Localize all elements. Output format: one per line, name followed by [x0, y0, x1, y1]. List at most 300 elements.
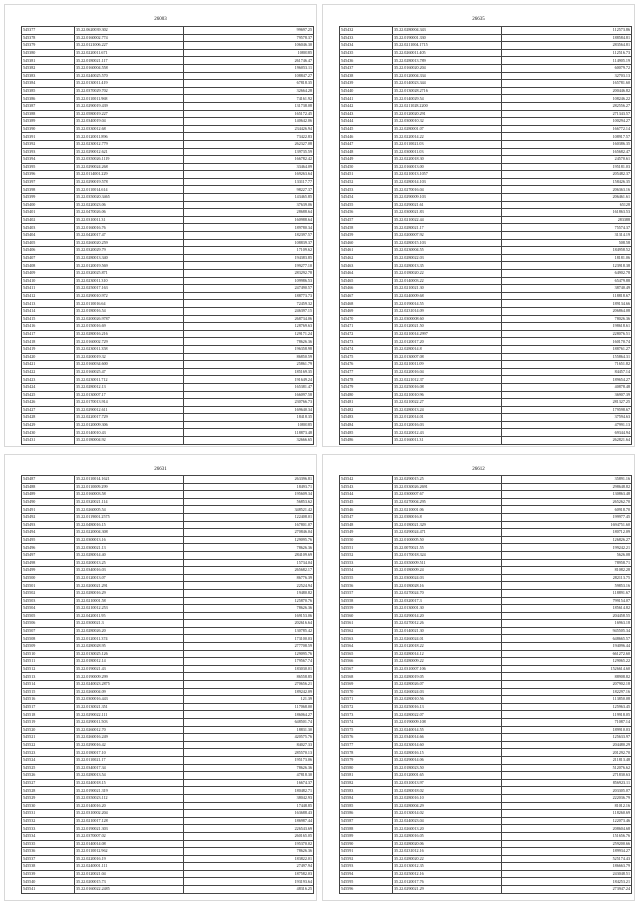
table-row: [22, 544, 314, 552]
cadastral-number-cell: 35.22.0150016.69: [75, 323, 184, 331]
table-row: [340, 254, 632, 262]
record-id-cell: 545577: [340, 741, 393, 749]
amount-cell: 123918.38: [502, 262, 632, 270]
amount-cell: 246397.15: [184, 307, 314, 315]
amount-cell: 348521.42: [184, 506, 314, 514]
cadastral-number-cell: 35.22.0210014.2997: [393, 330, 502, 338]
amount-cell: 180712.09: [502, 529, 632, 537]
cadastral-number-cell: 35.22.0210022.27: [393, 399, 502, 407]
cadastral-number-cell: 35.22.0340017.34: [75, 764, 184, 772]
table-row: [22, 696, 314, 704]
table-row: [340, 178, 632, 186]
cadastral-number-cell: 35.22.0120009.306: [75, 421, 184, 429]
cadastral-number-cell: 35.22.0340019.04: [75, 118, 184, 126]
table-row: [340, 582, 632, 590]
amount-cell: 166772.14: [502, 125, 632, 133]
cadastral-number-cell: 35.22.0130001.30: [393, 605, 502, 613]
table-row: [22, 262, 314, 270]
amount-cell: 228076.51: [502, 330, 632, 338]
amount-cell: 17448.85: [184, 802, 314, 810]
table-row: [340, 307, 632, 315]
cadastral-number-cell: 35.22.0320025.871: [75, 270, 184, 278]
table-row: [22, 383, 314, 391]
record-id-cell: 545546: [340, 506, 393, 514]
table-row: [340, 216, 632, 224]
record-id-cell: 545395: [22, 163, 75, 171]
amount-cell: 265262.70: [502, 498, 632, 506]
amount-cell: 78626.36: [184, 848, 314, 856]
amount-cell: 122073.46: [502, 817, 632, 825]
amount-cell: 179567.74: [184, 658, 314, 666]
table-row: [340, 194, 632, 202]
cadastral-number-cell: 35.22.0280019.05: [393, 673, 502, 681]
record-id-cell: 545443: [340, 110, 393, 118]
cadastral-number-cell: 35.22.0210010.96: [393, 391, 502, 399]
table-row: [22, 605, 314, 613]
amount-cell: 508.58: [502, 239, 632, 247]
record-id-cell: 545409: [22, 270, 75, 278]
cadastral-number-cell: 35.22.0290014.20: [393, 612, 502, 620]
table-row: [22, 95, 314, 103]
table-row: [22, 476, 314, 484]
cadastral-number-cell: 35.22.0260005.54: [75, 506, 184, 514]
amount-cell: 109986.53: [184, 277, 314, 285]
table-row: [22, 491, 314, 499]
cadastral-number-cell: 35.22.0220014.22: [393, 133, 502, 141]
record-id-cell: 545587: [340, 817, 393, 825]
table-row: [340, 118, 632, 126]
cadastral-number-cell: 35.22.0220023.06: [75, 201, 184, 209]
table-row: [22, 300, 314, 308]
amount-cell: 64902.78: [502, 270, 632, 278]
table-row: [22, 483, 314, 491]
record-id-cell: 545482: [340, 406, 393, 414]
cadastral-number-cell: 35.22.0190021.43: [75, 665, 184, 673]
record-id-cell: 545438: [340, 72, 393, 80]
cadastral-number-cell: 35.22.0250017.163: [75, 285, 184, 293]
amount-cell: 15734.04: [184, 559, 314, 567]
table-row: [22, 338, 314, 346]
table-row: [22, 232, 314, 240]
record-id-cell: 545500: [22, 574, 75, 582]
record-id-cell: 545522: [22, 741, 75, 749]
cadastral-number-cell: 35.22.0250016.08: [393, 383, 502, 391]
cadastral-number-cell: 35.22.0200015.73: [75, 878, 184, 886]
table-row: [340, 711, 632, 719]
cadastral-number-cell: 35.22.0160022.2485: [75, 886, 184, 894]
table-row: [340, 529, 632, 537]
record-id-cell: 545513: [22, 673, 75, 681]
cadastral-number-cell: 35.22.0230014.60: [393, 741, 502, 749]
cadastral-number-cell: 35.22.0290014.06: [393, 756, 502, 764]
table-row: [22, 118, 314, 126]
cadastral-number-cell: 35.22.0180016.54: [75, 307, 184, 315]
table-row: [22, 719, 314, 727]
cadastral-number-cell: 35.22.0290011.503: [75, 719, 184, 727]
record-id-cell: 545560: [340, 612, 393, 620]
data-table: [339, 475, 632, 894]
table-row: [340, 688, 632, 696]
table-row: [22, 521, 314, 529]
cadastral-number-cell: 35.22.0260020.259: [75, 239, 184, 247]
cadastral-number-cell: 35.22.0160011.31: [393, 437, 502, 445]
table-row: [22, 749, 314, 757]
amount-cell: 945505.34: [502, 627, 632, 635]
cadastral-number-cell: 35.22.0280004.29: [393, 802, 502, 810]
cadastral-number-cell: 35.22.0160004.558: [75, 64, 184, 72]
record-id-cell: 545569: [340, 681, 393, 689]
record-id-cell: 545388: [22, 110, 75, 118]
table-row: [340, 756, 632, 764]
table-row: [340, 49, 632, 57]
cadastral-number-cell: 35.22.0280014.103: [393, 178, 502, 186]
amount-cell: 161863.53: [502, 209, 632, 217]
record-id-cell: 545459: [340, 232, 393, 240]
amount-cell: 129095.76: [184, 536, 314, 544]
cadastral-number-cell: 35.22.0140010.43: [75, 429, 184, 437]
record-id-cell: 545538: [22, 863, 75, 871]
amount-cell: 98227.37: [184, 186, 314, 194]
record-id-cell: 545455: [340, 201, 393, 209]
amount-cell: 131738.08: [184, 102, 314, 110]
record-id-cell: 545551: [340, 544, 393, 552]
table-row: [22, 368, 314, 376]
table-row: [22, 391, 314, 399]
record-id-cell: 545487: [22, 476, 75, 484]
table-row: [22, 559, 314, 567]
cadastral-number-cell: 35.22.0300008.60: [393, 315, 502, 323]
amount-cell: 81082.28: [502, 567, 632, 575]
cadastral-number-cell: 35.22.0200019.32: [75, 353, 184, 361]
cadastral-number-cell: 35.22.0200013.25: [75, 559, 184, 567]
table-row: [340, 102, 632, 110]
cadastral-number-cell: 35.22.0280020.22: [393, 855, 502, 863]
cadastral-number-cell: 35.22.0240018.15: [75, 779, 184, 787]
amount-cell: 204458.55: [502, 612, 632, 620]
cadastral-number-cell: 35.22.0330012.68: [75, 125, 184, 133]
amount-cell: 179598.67: [502, 406, 632, 414]
cadastral-number-cell: 35.22.0220018.30: [393, 156, 502, 164]
record-id-cell: 545465: [340, 277, 393, 285]
cadastral-number-cell: 35.22.0340014.66: [393, 734, 502, 742]
table-row: [340, 787, 632, 795]
amount-cell: 129095.76: [184, 650, 314, 658]
cadastral-number-cell: 35.22.0350026.1119: [75, 156, 184, 164]
record-id-cell: 545420: [22, 353, 75, 361]
record-id-cell: 545578: [340, 749, 393, 757]
amount-cell: 188584.81: [502, 34, 632, 42]
table-row: [340, 338, 632, 346]
cadastral-number-cell: 35.22.0280013.340: [75, 254, 184, 262]
amount-cell: 165172.45: [184, 110, 314, 118]
record-id-cell: 545596: [340, 886, 393, 894]
table-row: [340, 209, 632, 217]
record-id-cell: 545410: [22, 277, 75, 285]
record-id-cell: 545448: [340, 148, 393, 156]
record-id-cell: 545591: [340, 848, 393, 856]
cadastral-number-cell: 35.22.0220016.04: [393, 368, 502, 376]
record-id-cell: 545414: [22, 307, 75, 315]
table-row: [340, 156, 632, 164]
record-id-cell: 545442: [340, 102, 393, 110]
amount-cell: 187582.03: [184, 870, 314, 878]
table-row: [22, 72, 314, 80]
amount-cell: 86850.59: [184, 353, 314, 361]
amount-cell: 79578.37: [184, 34, 314, 42]
amount-cell: 86558.85: [184, 673, 314, 681]
page-title: 26631: [154, 467, 167, 472]
cadastral-number-cell: 35.22.0180020.22: [393, 270, 502, 278]
amount-cell: 108847.27: [184, 72, 314, 80]
amount-cell: 173100.03: [184, 635, 314, 643]
amount-cell: 160170.74: [502, 338, 632, 346]
record-id-cell: 545533: [22, 825, 75, 833]
cadastral-number-cell: 35.22.0280026.07: [393, 681, 502, 689]
amount-cell: 118818.67: [502, 292, 632, 300]
record-id-cell: 545441: [340, 95, 393, 103]
table-row: [22, 42, 314, 50]
amount-cell: 72459.32: [184, 300, 314, 308]
cadastral-number-cell: 35.22.0310007.106: [393, 665, 502, 673]
cadastral-number-cell: 35.22.0211028.2200: [393, 102, 502, 110]
amount-cell: 125633.97: [502, 734, 632, 742]
amount-cell: 160988.64: [184, 216, 314, 224]
table-row: [22, 681, 314, 689]
table-row: [340, 810, 632, 818]
amount-cell: 283292.78: [184, 270, 314, 278]
table-row: [22, 513, 314, 521]
table-row: [340, 779, 632, 787]
amount-cell: 198618.61: [502, 323, 632, 331]
record-id-cell: 545461: [340, 247, 393, 255]
cadastral-number-cell: 35.22.0160020.204: [393, 64, 502, 72]
amount-cell: 194383.85: [184, 254, 314, 262]
record-id-cell: 545526: [22, 772, 75, 780]
cadastral-number-cell: 35.22.0210017.128: [75, 817, 184, 825]
cadastral-number-cell: 35.22.0300016.443: [75, 696, 184, 704]
amount-cell: 140642.06: [184, 118, 314, 126]
table-row: [22, 810, 314, 818]
cadastral-number-cell: 35.22.0470026.06: [75, 209, 184, 217]
amount-cell: 16963.18: [502, 620, 632, 628]
record-id-cell: 545490: [22, 498, 75, 506]
table-row: [22, 57, 314, 65]
cadastral-number-cell: 35.22.0300021.83: [393, 209, 502, 217]
document-page: [322, 4, 635, 447]
cadastral-number-cell: 35.22.0290009.103: [393, 194, 502, 202]
table-row: [22, 665, 314, 673]
record-id-cell: 545385: [22, 87, 75, 95]
record-id-cell: 545449: [340, 156, 393, 164]
record-id-cell: 545543: [340, 483, 393, 491]
cadastral-number-cell: 35.22.0280022.07: [393, 711, 502, 719]
amount-cell: 243048.51: [502, 870, 632, 878]
table-row: [340, 72, 632, 80]
amount-cell: 265682.17: [184, 567, 314, 575]
record-id-cell: 545568: [340, 673, 393, 681]
record-id-cell: 545529: [22, 794, 75, 802]
amount-cell: 166097.58: [184, 391, 314, 399]
cadastral-number-cell: 35.22.0280014.8: [393, 345, 502, 353]
amount-cell: 28688.64: [184, 209, 314, 217]
record-id-cell: 545488: [22, 483, 75, 491]
record-id-cell: 545489: [22, 491, 75, 499]
table-row: [22, 506, 314, 514]
amount-cell: 37594.63: [502, 414, 632, 422]
amount-cell: 78626.36: [184, 605, 314, 613]
table-row: [340, 247, 632, 255]
record-id-cell: 545567: [340, 665, 393, 673]
table-row: [340, 87, 632, 95]
record-id-cell: 545474: [340, 345, 393, 353]
table-row: [22, 574, 314, 582]
table-row: [22, 315, 314, 323]
cadastral-number-cell: 35.22.0290016.42: [75, 741, 184, 749]
cadastral-number-cell: 35.22.0290021.29: [393, 886, 502, 894]
cadastral-number-cell: 35.22.0280020.06: [393, 840, 502, 848]
amount-cell: 118873.48: [184, 429, 314, 437]
amount-cell: 285570.13: [184, 749, 314, 757]
record-id-cell: 545594: [340, 870, 393, 878]
table-row: [22, 658, 314, 666]
record-id-cell: 545437: [340, 64, 393, 72]
amount-cell: 270656.21: [184, 681, 314, 689]
record-id-cell: 545491: [22, 506, 75, 514]
amount-cell: 185614.82: [502, 605, 632, 613]
amount-cell: 38042.93: [184, 794, 314, 802]
table-row: [340, 863, 632, 871]
table-row: [22, 330, 314, 338]
cadastral-number-cell: 35.22.0180021.329: [393, 521, 502, 529]
amount-cell: 125870.76: [184, 597, 314, 605]
record-id-cell: 545553: [340, 559, 393, 567]
cadastral-number-cell: 35.22.0130012.35: [393, 863, 502, 871]
record-id-cell: 545566: [340, 658, 393, 666]
table-row: [340, 726, 632, 734]
cadastral-number-cell: 35.22.0280009.22: [393, 658, 502, 666]
table-row: [340, 696, 632, 704]
amount-cell: 184958.52: [502, 247, 632, 255]
table-row: [340, 80, 632, 88]
record-id-cell: 545583: [340, 787, 393, 795]
table-row: [22, 620, 314, 628]
record-id-cell: 545477: [340, 368, 393, 376]
table-row: [340, 825, 632, 833]
record-id-cell: 545451: [340, 171, 393, 179]
amount-cell: 112573.86: [502, 27, 632, 35]
cadastral-number-cell: 35.22.0120019.569: [75, 262, 184, 270]
cadastral-number-cell: 35.22.0280022.03: [393, 254, 502, 262]
record-id-cell: 545537: [22, 855, 75, 863]
table-row: [340, 292, 632, 300]
cadastral-number-cell: 35.22.0070021.55: [393, 544, 502, 552]
amount-cell: 270846.04: [184, 529, 314, 537]
cadastral-number-cell: 35.22.0270024.70: [393, 589, 502, 597]
cadastral-number-cell: 35.22.0380016.8: [393, 513, 502, 521]
record-id-cell: 545565: [340, 650, 393, 658]
record-id-cell: 545457: [340, 216, 393, 224]
table-row: [340, 376, 632, 384]
amount-cell: 195609.34: [184, 491, 314, 499]
amount-cell: 130863.48: [502, 491, 632, 499]
table-row: [340, 361, 632, 369]
record-id-cell: 545435: [340, 49, 393, 57]
record-id-cell: 545554: [340, 567, 393, 575]
record-id-cell: 545544: [340, 491, 393, 499]
record-id-cell: 545387: [22, 102, 75, 110]
cadastral-number-cell: 35.22.0170013.914: [75, 399, 184, 407]
table-row: [22, 194, 314, 202]
record-id-cell: 545547: [340, 513, 393, 521]
record-id-cell: 545390: [22, 125, 75, 133]
cadastral-number-cell: 35.22.0120020.291: [393, 110, 502, 118]
cadastral-number-cell: 35.22.0280015.103: [393, 239, 502, 247]
cadastral-number-cell: 35.22.0160016.76: [75, 224, 184, 232]
amount-cell: 183030.01: [184, 665, 314, 673]
amount-cell: 81012.16: [502, 802, 632, 810]
amount-cell: 230766.73: [184, 399, 314, 407]
record-id-cell: 545424: [22, 383, 75, 391]
table-row: [340, 429, 632, 437]
record-id-cell: 545471: [340, 323, 393, 331]
cadastral-number-cell: 35.22.0200007.92: [393, 232, 502, 240]
record-id-cell: 545588: [340, 825, 393, 833]
amount-cell: 195173.06: [184, 756, 314, 764]
record-id-cell: 545466: [340, 285, 393, 293]
amount-cell: 284109.69: [184, 551, 314, 559]
record-id-cell: 545394: [22, 156, 75, 164]
record-id-cell: 545467: [340, 292, 393, 300]
record-id-cell: 545521: [22, 734, 75, 742]
record-id-cell: 545382: [22, 64, 75, 72]
record-id-cell: 545506: [22, 620, 75, 628]
amount-cell: 199277.10: [184, 262, 314, 270]
record-id-cell: 545499: [22, 567, 75, 575]
cadastral-number-cell: 35.22.0230004.55: [393, 247, 502, 255]
cadastral-number-cell: 35.22.0320029.79: [75, 247, 184, 255]
amount-cell: 298648.82: [502, 483, 632, 491]
cadastral-number-cell: 35.22.0119001.2575: [75, 513, 184, 521]
cadastral-number-cell: 35.22.0280028.95: [75, 643, 184, 651]
table-row: [22, 64, 314, 72]
amount-cell: 37639.06: [184, 201, 314, 209]
cadastral-number-cell: 35.22.0130007.17: [75, 391, 184, 399]
record-id-cell: 545576: [340, 734, 393, 742]
cadastral-number-cell: 35.22.0300011.03: [393, 148, 502, 156]
cadastral-number-cell: 35.22.0190014.55: [393, 300, 502, 308]
amount-cell: 67818.35: [184, 80, 314, 88]
table-row: [340, 262, 632, 270]
record-id-cell: 545584: [340, 794, 393, 802]
table-row: [22, 870, 314, 878]
amount-cell: 74161.92: [184, 95, 314, 103]
record-id-cell: 545561: [340, 620, 393, 628]
table-row: [22, 597, 314, 605]
record-id-cell: 545421: [22, 361, 75, 369]
cadastral-number-cell: 35.22.0120021.50: [393, 323, 502, 331]
table-row: [22, 34, 314, 42]
record-id-cell: 545402: [22, 216, 75, 224]
amount-cell: 19480.82: [184, 589, 314, 597]
amount-cell: 226543.69: [184, 825, 314, 833]
page-title: 26612: [472, 467, 485, 472]
record-id-cell: 545520: [22, 726, 75, 734]
table-row: [340, 399, 632, 407]
table-row: [22, 734, 314, 742]
record-id-cell: 545545: [340, 498, 393, 506]
cadastral-number-cell: 35.22.0240014.55: [393, 726, 502, 734]
record-id-cell: 545478: [340, 376, 393, 384]
